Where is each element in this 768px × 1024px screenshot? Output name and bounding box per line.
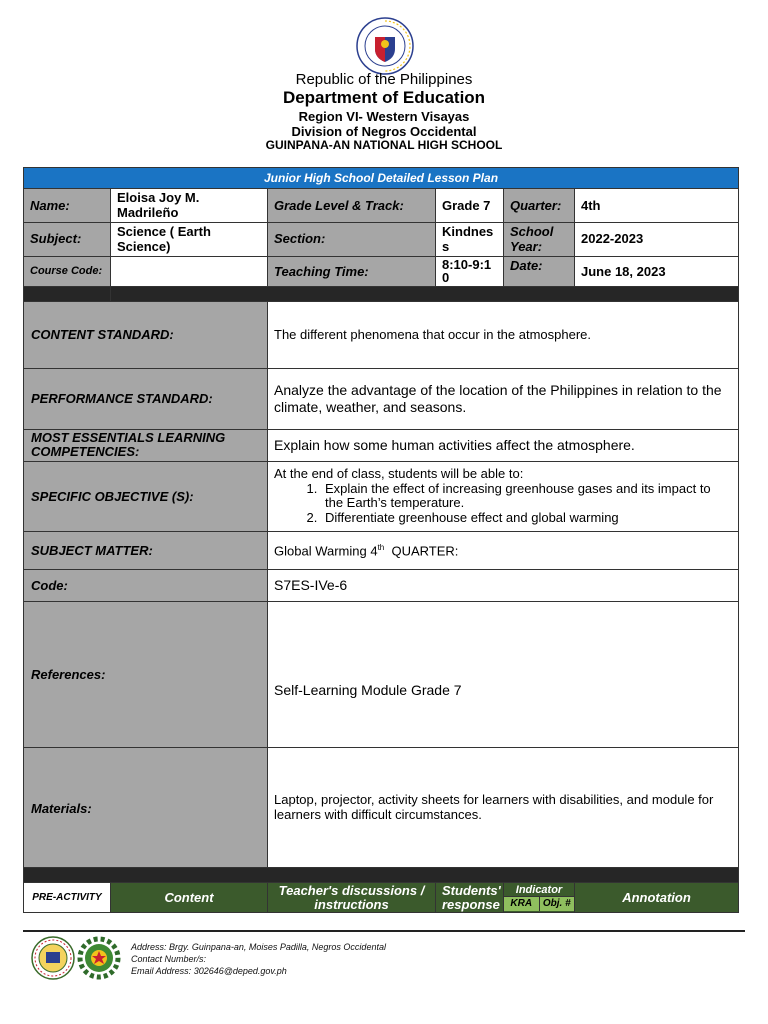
time-value: 8:10-9:10 xyxy=(436,256,504,286)
subject-value: Science ( Earth Science) xyxy=(111,222,268,256)
section-value: Kindness xyxy=(436,222,504,256)
subject-matter-sup: th xyxy=(377,542,385,552)
students-header: Students' response xyxy=(436,882,504,912)
performance-standard-value: Analyze the advantage of the location of the Philippines in relation to the climate, weather, and seasons. xyxy=(268,368,739,429)
teacher-header: Teacher's discussions / instructions xyxy=(268,882,436,912)
indicator-header xyxy=(504,882,575,912)
deped-seal-logo xyxy=(356,17,414,75)
year-label: School Year: xyxy=(504,222,575,256)
school-heading: GUINPANA-AN NATIONAL HIGH SCHOOL xyxy=(265,138,503,152)
objective-list xyxy=(321,482,732,527)
lesson-plan-table xyxy=(23,167,739,913)
footer-contact-block xyxy=(131,942,386,978)
subject-matter-label: SUBJECT MATTER: xyxy=(24,531,268,569)
content-standard-row xyxy=(24,301,739,368)
department-heading: Department of Education xyxy=(282,88,486,107)
grade-label: Grade Level & Track: xyxy=(268,189,436,223)
footer-email: Email Address: 302646@deped.gov.ph xyxy=(131,965,287,976)
region-heading: Region VI- Western Visayas xyxy=(298,109,470,124)
specific-objective-row xyxy=(24,461,739,531)
competencies-value: Explain how some human activities affect the atmosphere. xyxy=(268,429,739,461)
objective-item: 1. Explain the effect of increasing greenhouse gases and its impact to the Earth’s temperature. xyxy=(321,482,732,512)
code-label: Code: xyxy=(24,569,268,601)
name-value: Eloisa Joy M. Madrileño xyxy=(111,189,268,223)
subject-matter-value xyxy=(268,531,739,569)
divider-bar xyxy=(24,286,739,301)
grade-value: Grade 7 xyxy=(436,189,504,223)
content-header: Content xyxy=(111,882,268,912)
gear-emblem-logo xyxy=(77,936,121,980)
objective-item: 2. Differentiate greenhouse effect and global warming xyxy=(321,511,732,526)
references-row xyxy=(24,601,739,747)
content-standard-label: CONTENT STANDARD: xyxy=(24,301,268,368)
code-row xyxy=(24,569,739,601)
date-value: June 18, 2023 xyxy=(575,256,739,286)
performance-standard-label: PERFORMANCE STANDARD: xyxy=(24,368,268,429)
footer-contact: Contact Number/s: xyxy=(131,953,207,964)
name-label: Name: xyxy=(24,189,111,223)
info-row-subject xyxy=(24,222,739,256)
competencies-label: MOST ESSENTIALS LEARNING COMPETENCIES: xyxy=(24,429,268,461)
quarter-label: Quarter: xyxy=(504,189,575,223)
course-label: Course Code: xyxy=(24,256,111,286)
materials-value: Laptop, projector, activity sheets for learners with disabilities, and module for learners with difficult circumstances. xyxy=(268,747,739,867)
quarter-value: 4th xyxy=(575,189,739,223)
info-row-name xyxy=(24,189,739,223)
plan-title-row xyxy=(24,168,739,189)
section-label: Section: xyxy=(268,222,436,256)
date-label: Date: xyxy=(504,256,575,286)
specific-objective-value xyxy=(268,461,739,531)
performance-standard-row xyxy=(24,368,739,429)
subject-matter-tail: QUARTER: xyxy=(384,542,459,558)
materials-row xyxy=(24,747,739,867)
references-label: References: xyxy=(24,601,268,747)
references-value: Self-Learning Module Grade 7 xyxy=(268,601,739,747)
info-row-course xyxy=(24,256,739,286)
division-heading: Division of Negros Occidental xyxy=(291,124,477,139)
objective-intro: At the end of class, students will be able to: xyxy=(274,465,524,481)
kra-label: KRA xyxy=(504,897,540,911)
indicator-label: Indicator xyxy=(504,884,574,897)
divider-bar xyxy=(24,867,739,882)
content-standard-value: The different phenomena that occur in the atmosphere. xyxy=(268,301,739,368)
obj-label: Obj. # xyxy=(540,897,575,911)
annotation-header: Annotation xyxy=(575,882,739,912)
subject-matter-row xyxy=(24,531,739,569)
footer-divider xyxy=(23,930,745,932)
footer-address: Address: Brgy. Guinpana-an, Moises Padilla, Negros Occidental xyxy=(131,942,386,952)
republic-heading: Republic of the Philippines xyxy=(295,71,473,88)
specific-objective-label: SPECIFIC OBJECTIVE (S): xyxy=(24,461,268,531)
subject-label: Subject: xyxy=(24,222,111,256)
plan-title: Junior High School Detailed Lesson Plan xyxy=(24,168,739,189)
materials-label: Materials: xyxy=(24,747,268,867)
competencies-row xyxy=(24,429,739,461)
subject-matter-text: Global Warming 4 xyxy=(274,542,378,558)
code-value: S7ES-IVe-6 xyxy=(268,569,739,601)
activity-header-row xyxy=(24,882,739,912)
time-label: Teaching Time: xyxy=(268,256,436,286)
year-value: 2022-2023 xyxy=(575,222,739,256)
course-value xyxy=(111,256,268,286)
school-logo xyxy=(31,936,75,980)
pre-activity-label: PRE-ACTIVITY xyxy=(24,882,111,912)
